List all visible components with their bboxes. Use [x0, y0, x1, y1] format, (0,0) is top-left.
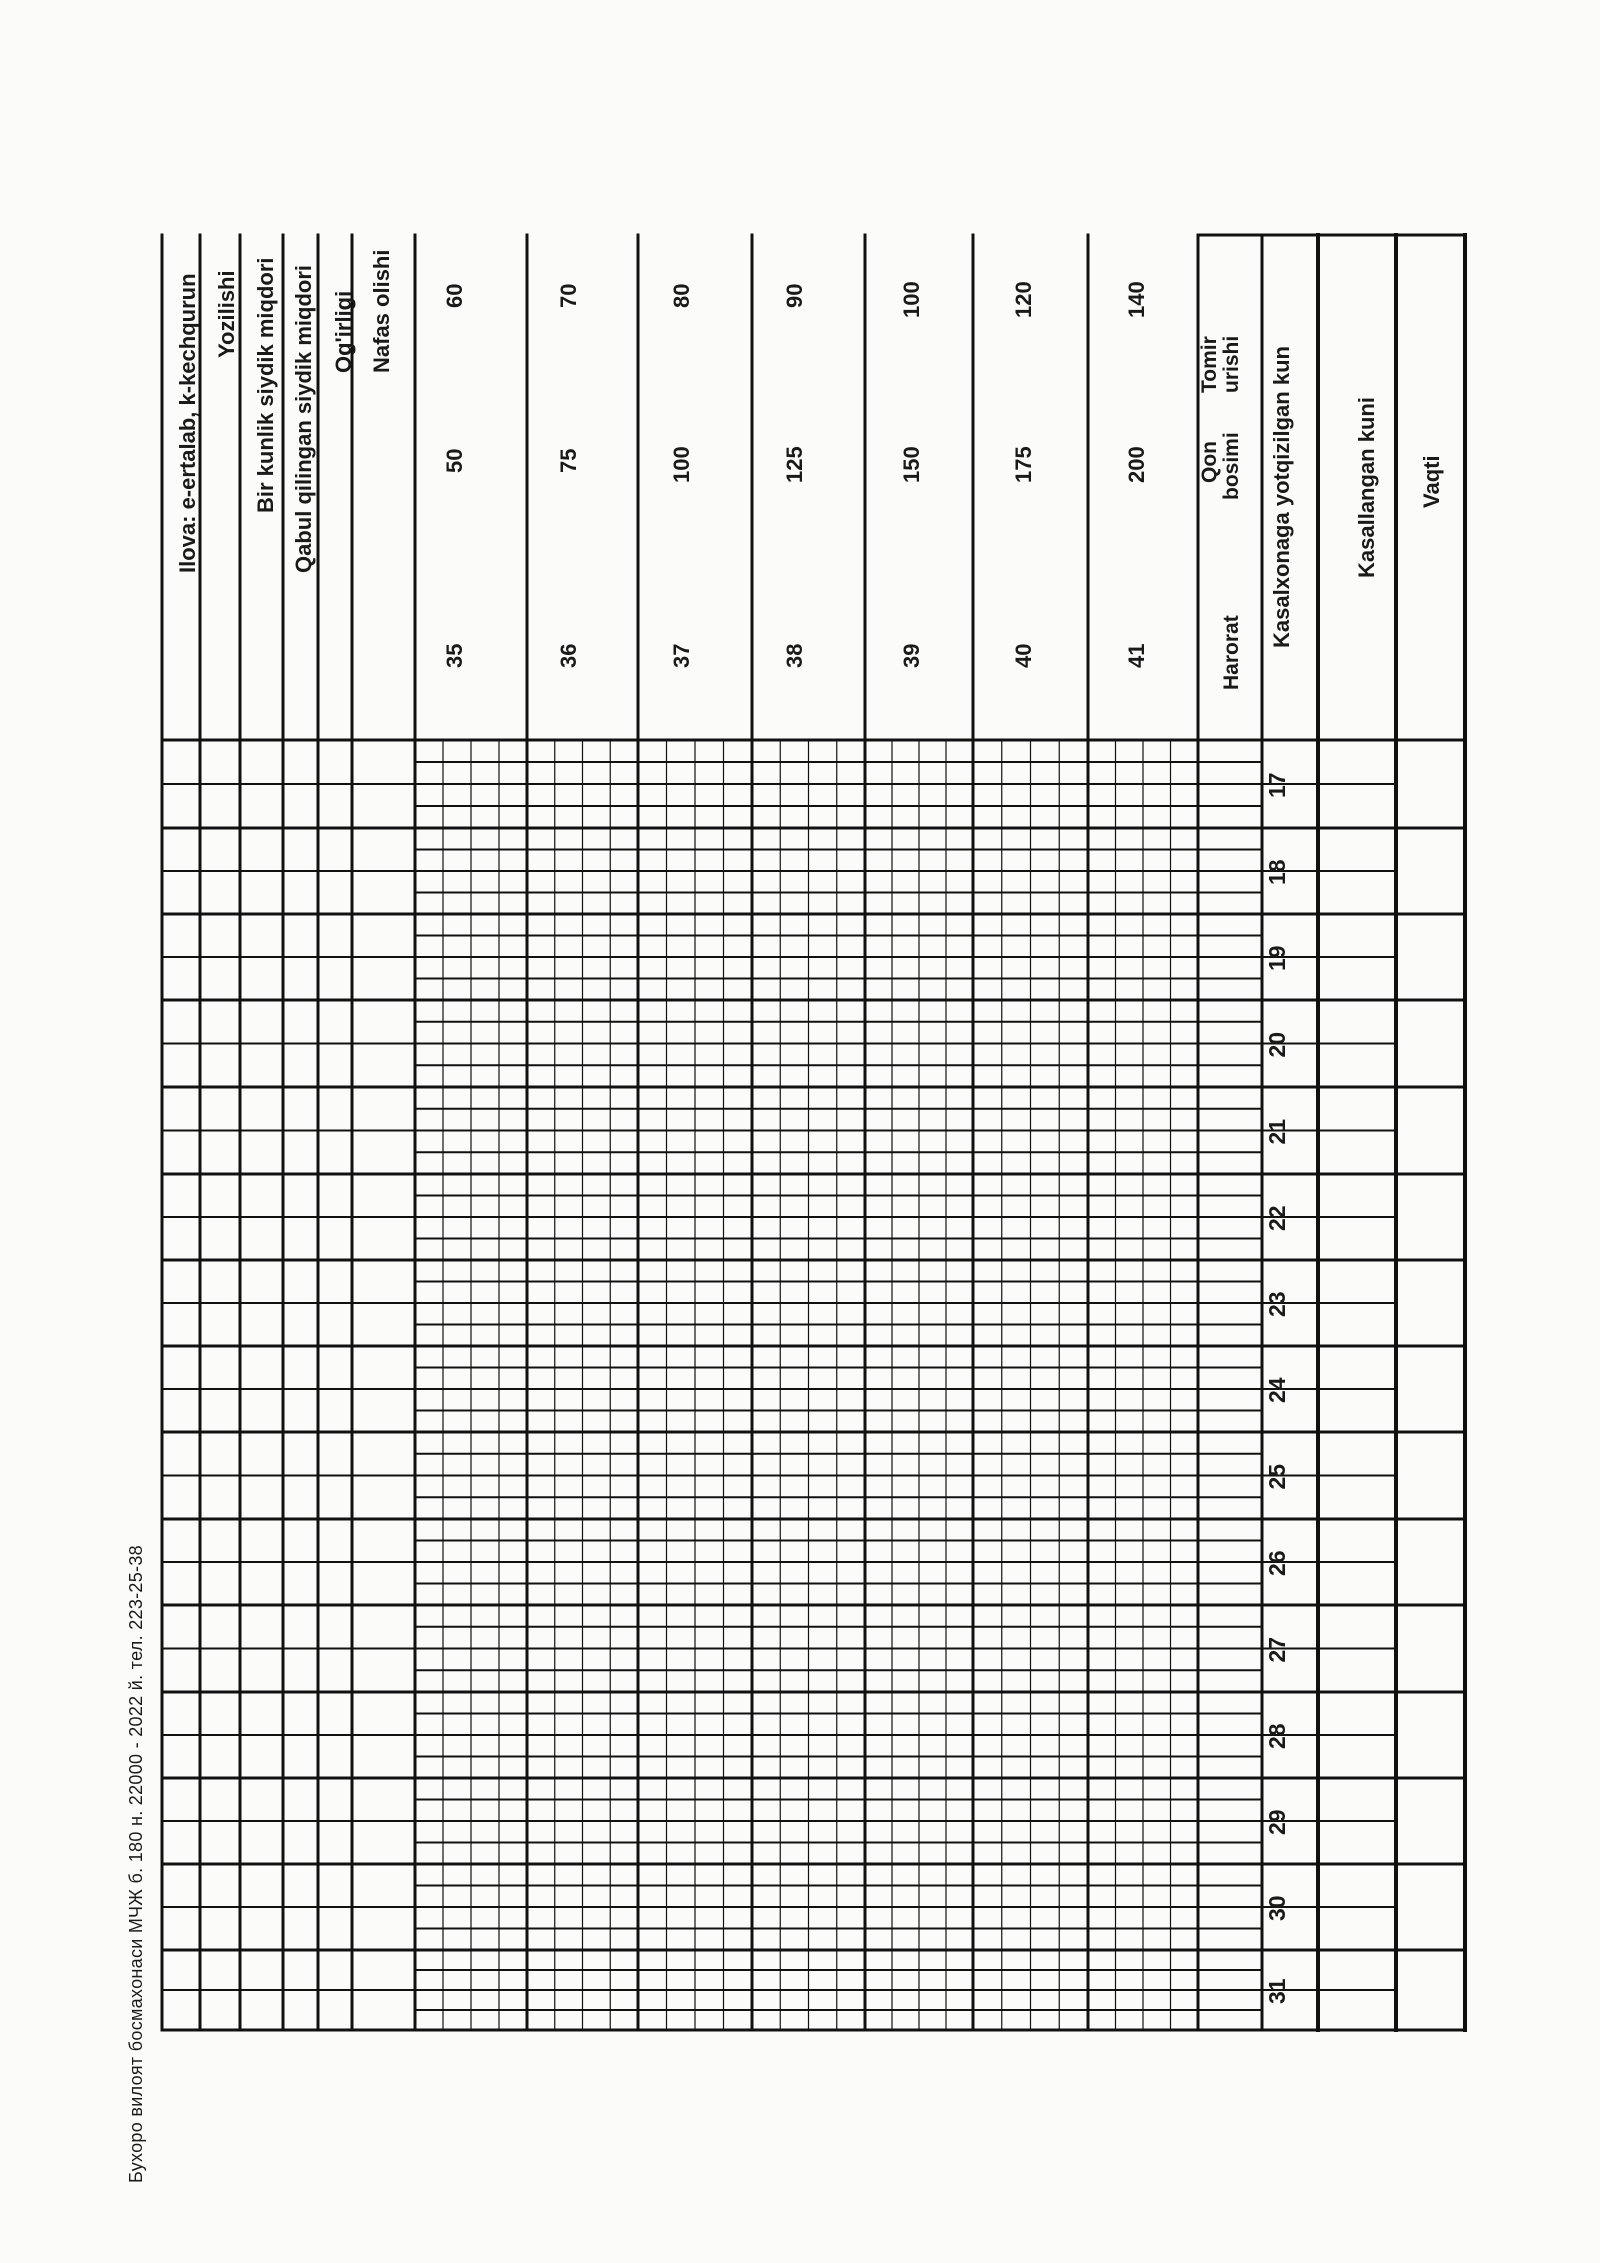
pulse-header-line2: urishi: [1220, 335, 1243, 393]
day-number: 21: [1264, 1118, 1290, 1145]
writing-row-label: Yozilishi: [214, 270, 239, 358]
temperature-scale-value: 38: [782, 643, 807, 668]
pulse-scale-value: 140: [1124, 281, 1149, 318]
daily-urine-row-label: Bir kunlik siydik miqdori: [253, 257, 278, 513]
bp-header-2: [1220, 432, 1244, 500]
urine-intake-row-label: Qabul qilingan siydik miqdori: [291, 264, 316, 573]
weight-row-label: Og'irligi: [331, 290, 356, 373]
day-number: 30: [1264, 1895, 1290, 1921]
bp-header-line2: bosimi: [1220, 432, 1243, 500]
day-number: 17: [1264, 772, 1290, 798]
day-number: 24: [1264, 1377, 1290, 1403]
pulse-scale-value: 90: [782, 283, 807, 308]
day-number: 22: [1264, 1205, 1290, 1231]
bp-header: [1198, 441, 1222, 483]
day-number: 26: [1264, 1550, 1290, 1576]
day-number: 18: [1264, 859, 1290, 885]
temperature-scale-value: 35: [442, 643, 467, 668]
pulse-header-line1: Tomir: [1198, 336, 1221, 393]
bp-scale-value: 125: [782, 446, 807, 483]
day-number: 27: [1264, 1636, 1290, 1663]
temperature-scale-value: 41: [1124, 643, 1149, 668]
bp-scale-value: 200: [1124, 446, 1149, 483]
temperature-header: Harorat: [1220, 615, 1243, 690]
time-label: Vaqti: [1419, 455, 1444, 508]
day-number: 20: [1264, 1031, 1290, 1058]
day-number: 23: [1264, 1291, 1290, 1317]
note-label: Ilova: e-ertalab, k-kechqurun: [175, 273, 200, 573]
bp-header-line1: Qon: [1198, 441, 1221, 483]
sick-day-label: Kasallangan kuni: [1354, 397, 1379, 578]
temperature-scale-value: 36: [556, 643, 581, 668]
admission-day-label: Kasalxonaga yotqizilgan kun: [1269, 346, 1294, 648]
pulse-scale-value: 80: [669, 283, 694, 308]
pulse-header-2: [1220, 336, 1244, 393]
day-number: 25: [1264, 1463, 1290, 1490]
bp-scale-value: 50: [442, 448, 467, 473]
temperature-scale-value: 37: [669, 643, 694, 668]
day-number: 28: [1264, 1723, 1290, 1749]
day-number: 31: [1264, 1978, 1290, 2004]
printer-imprint: Бухоро вилоят босмахонаси МЧЖ б. 180 н. 22000 - 2022 й. тел. 223-25-38: [126, 1545, 146, 2183]
breathing-row-label: Nafas olishi: [369, 249, 394, 373]
pulse-header: [1198, 336, 1222, 393]
bp-scale-value: 175: [1011, 446, 1036, 483]
bp-scale-value: 100: [669, 446, 694, 483]
day-number: 29: [1264, 1809, 1290, 1835]
temperature-scale-value: 40: [1011, 643, 1036, 668]
pulse-scale-value: 120: [1011, 281, 1036, 318]
day-number: 19: [1264, 945, 1290, 971]
pulse-scale-value: 100: [899, 281, 924, 318]
temperature-scale-value: 39: [899, 643, 924, 668]
bp-scale-value: 150: [899, 446, 924, 483]
pulse-scale-value: 70: [556, 283, 581, 308]
pulse-scale-value: 60: [442, 283, 467, 308]
bp-scale-value: 75: [556, 448, 581, 473]
